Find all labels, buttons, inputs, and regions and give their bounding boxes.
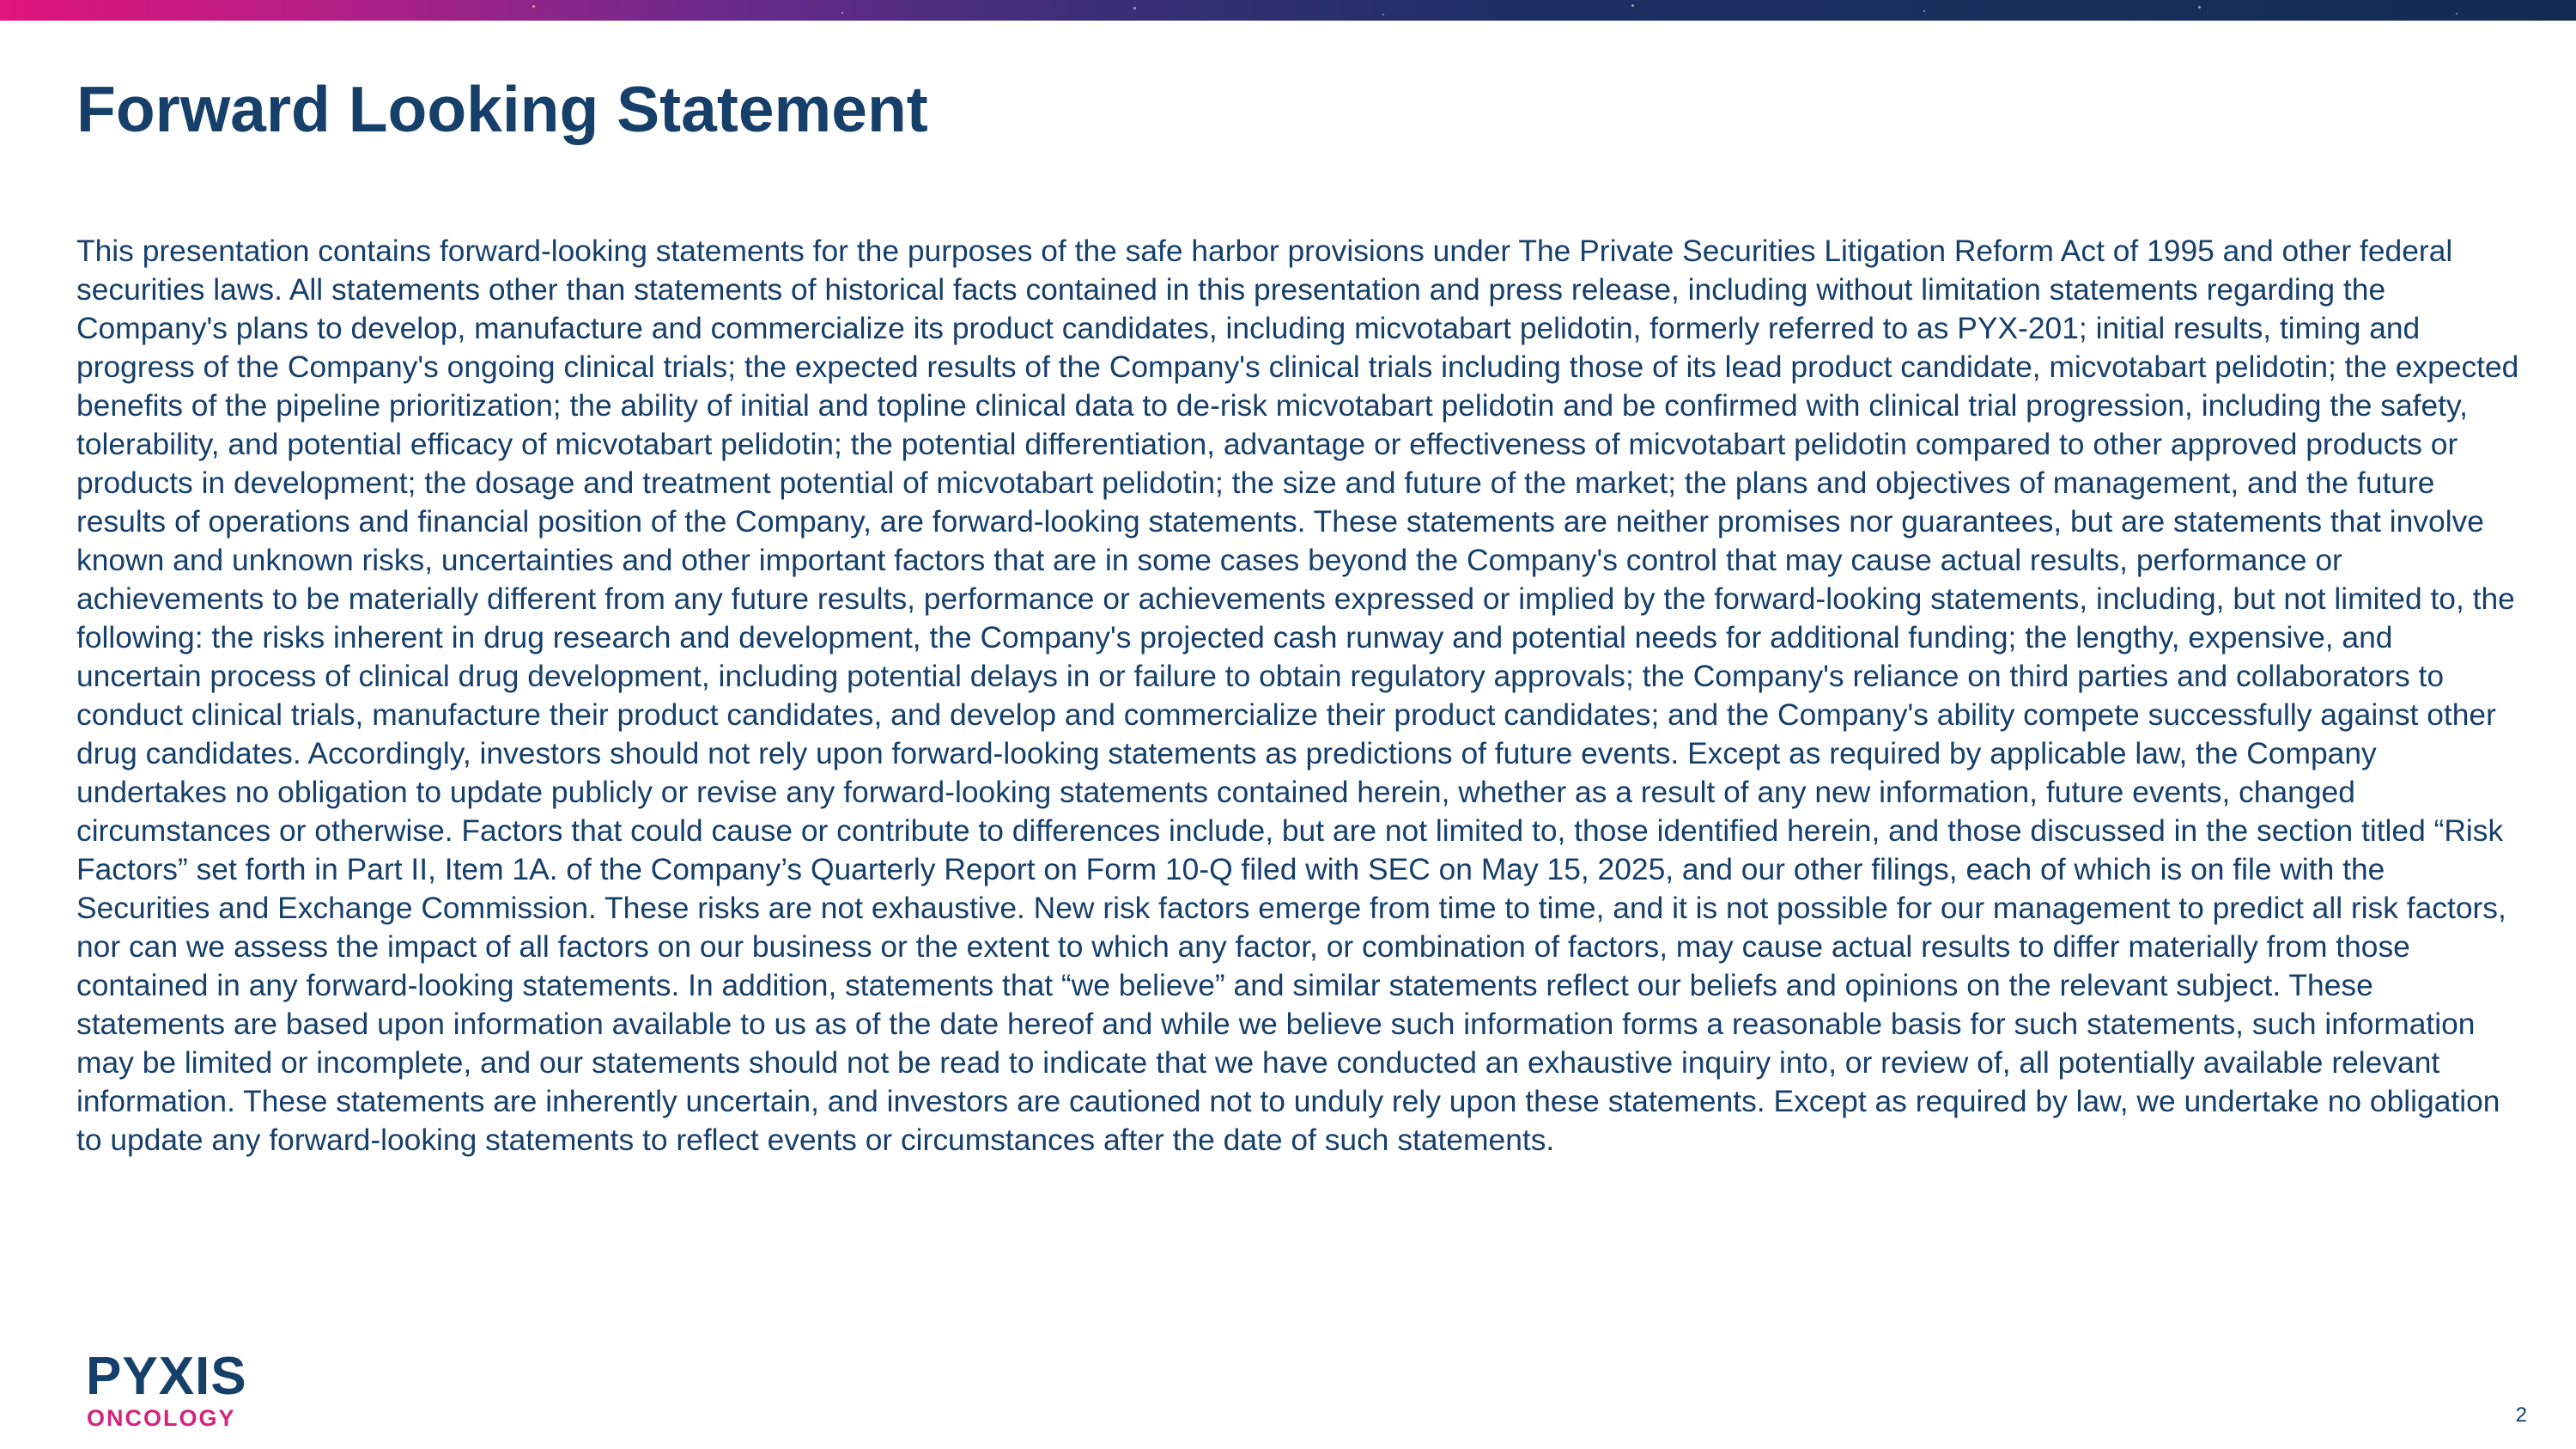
band-star (1631, 4, 1634, 7)
disclaimer-paragraph: This presentation contains forward-looking statements for the purposes of the safe harbor provisions under The Private Securities Litigation Reform Act of 1995 and other federal securities laws. All statements other than statements of historical facts contained in this presentation and press release, including without limitation statements regarding the Company's plans to develop, manufacture and commercialize its product candidates, including micvotabart pelidotin, formerly referred to as PYX-201; initial results, timing and progress of the Company's ongoing clinical trials; the expected results of the Company's clinical trials including those of its lead product candidate, micvotabart pelidotin; the expected benefits of the pipeline prioritization; the ability of initial and topline clinical data to de-risk micvotabart pelidotin and be confirmed with clinical trial progression, including the safety, tolerability, and potential efficacy of micvotabart pelidotin; the potential differentiation, advantage or effectiveness of micvotabart pelidotin compared to other approved products or products in development; the dosage and treatment potential of micvotabart pelidotin; the size and future of the market; the plans and objectives of management, and the future results of operations and financial position of the Company, are forward-looking statements. These statements are neither promises nor guarantees, but are statements that involve known and unknown risks, uncertainties and other important factors that are in some cases beyond the Company's control that may cause actual results, performance or achievements to be materially different from any future results, performance or achievements expressed or implied by the forward-looking statements, including, but not limited to, the following: the risks inherent in drug research and development, the Company's projected cash runway and potential needs for additional funding; the lengthy, expensive, and uncertain process of clinical drug development, including potential delays in or failure to obtain regulatory approvals; the Company's reliance on third parties and collaborators to conduct clinical trials, manufacture their product candidates, and develop and commercialize their product candidates; and the Company's ability compete successfully against other drug candidates. Accordingly, investors should not rely upon forward-looking statements as predictions of future events. Except as required by applicable law, the Company undertakes no obligation to update publicly or revise any forward-looking statements contained herein, whether as a result of any new information, future events, changed circumstances or otherwise. Factors that could cause or contribute to differences include, but are not limited to, those identified herein, and those discussed in the section titled “Risk Factors” set forth in Part II, Item 1A. of the Company’s Quarterly Report on Form 10-Q filed with SEC on May 15, 2025, and our other filings, each of which is on file with the Securities and Exchange Commission. These risks are not exhaustive. New risk factors emerge from time to time, and it is not possible for our management to predict all risk factors, nor can we assess the impact of all factors on our business or the extent to which any factor, or combination of factors, may cause actual results to differ materially from those contained in any forward-looking statements. In addition, statements that “we believe” and similar statements reflect our beliefs and opinions on the relevant subject. These statements are based upon information available to us as of the date hereof and while we believe such information forms a reasonable basis for such statements, such information may be limited or incomplete, and our statements should not be read to indicate that we have conducted an exhaustive inquiry into, or review of, all potentially available relevant information. These statements are inherently uncertain, and investors are cautioned not to unduly rely upon these statements. Except as required by law, we undertake no obligation to update any forward-looking statements to reflect events or circumstances after the date of such statements. (76, 234, 2519, 1157)
band-star (2198, 6, 2201, 9)
band-star (1923, 10, 1925, 12)
band-star (532, 5, 535, 8)
header-gradient-band (0, 0, 2576, 21)
slide-title: Forward Looking Statement (76, 73, 928, 145)
band-star (1133, 7, 1136, 9)
band-star (1382, 14, 1384, 15)
company-logo (86, 1349, 258, 1434)
logo-wordmark: PYXIS (86, 1347, 247, 1406)
band-star (2456, 13, 2458, 15)
band-star (841, 12, 843, 14)
page-number: 2 (2515, 1403, 2527, 1427)
logo-subtitle: ONCOLOGY (87, 1405, 236, 1431)
